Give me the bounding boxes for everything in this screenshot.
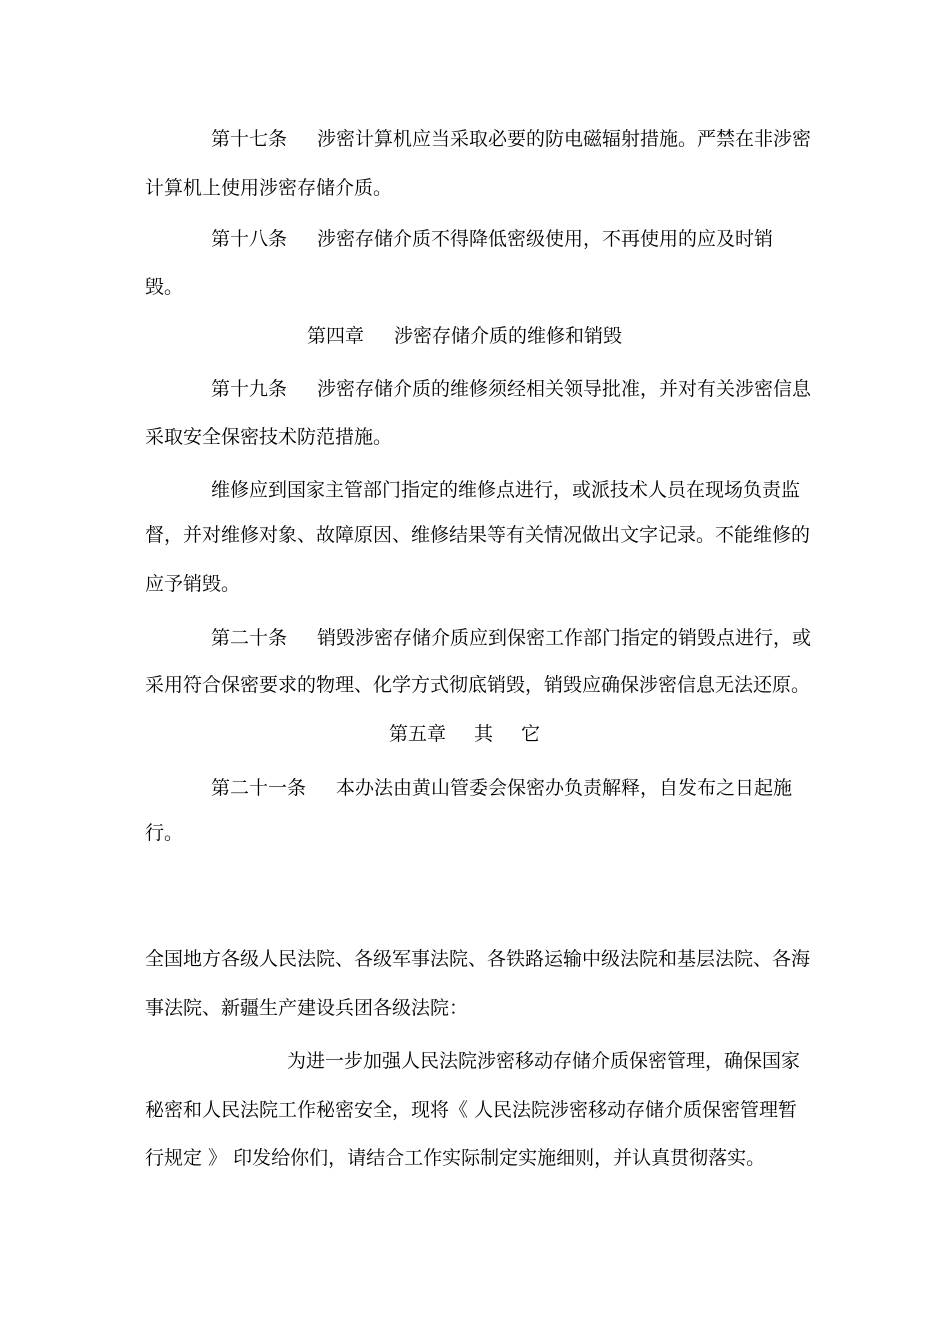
article-18-label: 第十八条: [211, 228, 288, 250]
article-21-label: 第二十一条: [211, 777, 307, 799]
repair-paragraph-line-1: 维修应到国家主管部门指定的维修点进行，或派技术人员在现场负责监: [211, 479, 801, 501]
chapter-5-title-b: 它: [521, 723, 541, 745]
article-20-text-1: 销毁涉密存储介质应到保密工作部门指定的销毁点进行，或: [317, 627, 812, 649]
article-19-line-1: [211, 376, 811, 402]
article-18-text-2: 毁。: [145, 276, 184, 298]
notice-addressee-line-1: 全国地方各级人民法院、各级军事法院、各铁路运输中级法院和基层法院、各海: [145, 948, 811, 970]
article-19-text-2: 采取安全保密技术防范措施。: [145, 426, 393, 448]
chapter-4-heading: [307, 323, 622, 349]
article-17-text-1: 涉密计算机应当采取必要的防电磁辐射措施。严禁在非涉密: [317, 128, 812, 150]
notice-body-line-2: 秘密和人民法院工作秘密安全，现将《 人民法院涉密移动存储介质保密管理暂: [145, 1099, 798, 1121]
article-17-label: 第十七条: [211, 128, 288, 150]
article-21-text-1: 本办法由黄山管委会保密办负责解释，自发布之日起施: [336, 777, 793, 799]
article-21-text-2: 行。: [145, 822, 184, 844]
chapter-5-label: 第五章: [389, 723, 447, 745]
repair-paragraph-line-2: 督，并对维修对象、故障原因、维修结果等有关情况做出文字记录。不能维修的: [145, 524, 811, 546]
article-20-text-2: 采用符合保密要求的物理、化学方式彻底销毁，销毁应确保涉密信息无法还原。: [145, 674, 811, 696]
article-17-text-2: 计算机上使用涉密存储介质。: [145, 177, 393, 199]
article-18-text-1: 涉密存储介质不得降低密级使用，不再使用的应及时销: [317, 228, 774, 250]
chapter-4-title: 涉密存储介质的维修和销毁: [394, 325, 623, 347]
article-21-line-1: [211, 775, 792, 801]
notice-body-line-3: 行规定 》 印发给你们，请结合工作实际制定实施细则，并认真贯彻落实。: [145, 1147, 766, 1169]
chapter-5-title-a: 其: [474, 723, 494, 745]
notice-addressee-line-2: 事法院、新疆生产建设兵团各级法院：: [145, 997, 469, 1019]
article-18-line-1: [211, 226, 773, 252]
chapter-5-heading: [389, 721, 540, 747]
article-19-label: 第十九条: [211, 378, 288, 400]
article-17-line-1: [211, 126, 811, 152]
notice-body-line-1: 为进一步加强人民法院涉密移动存储介质保密管理，确保国家: [287, 1050, 801, 1072]
chapter-4-label: 第四章: [307, 325, 365, 347]
article-19-text-1: 涉密存储介质的维修须经相关领导批准，并对有关涉密信息: [317, 378, 812, 400]
article-20-label: 第二十条: [211, 627, 288, 649]
repair-paragraph-line-3: 应予销毁。: [145, 573, 241, 595]
article-20-line-1: [211, 625, 811, 651]
